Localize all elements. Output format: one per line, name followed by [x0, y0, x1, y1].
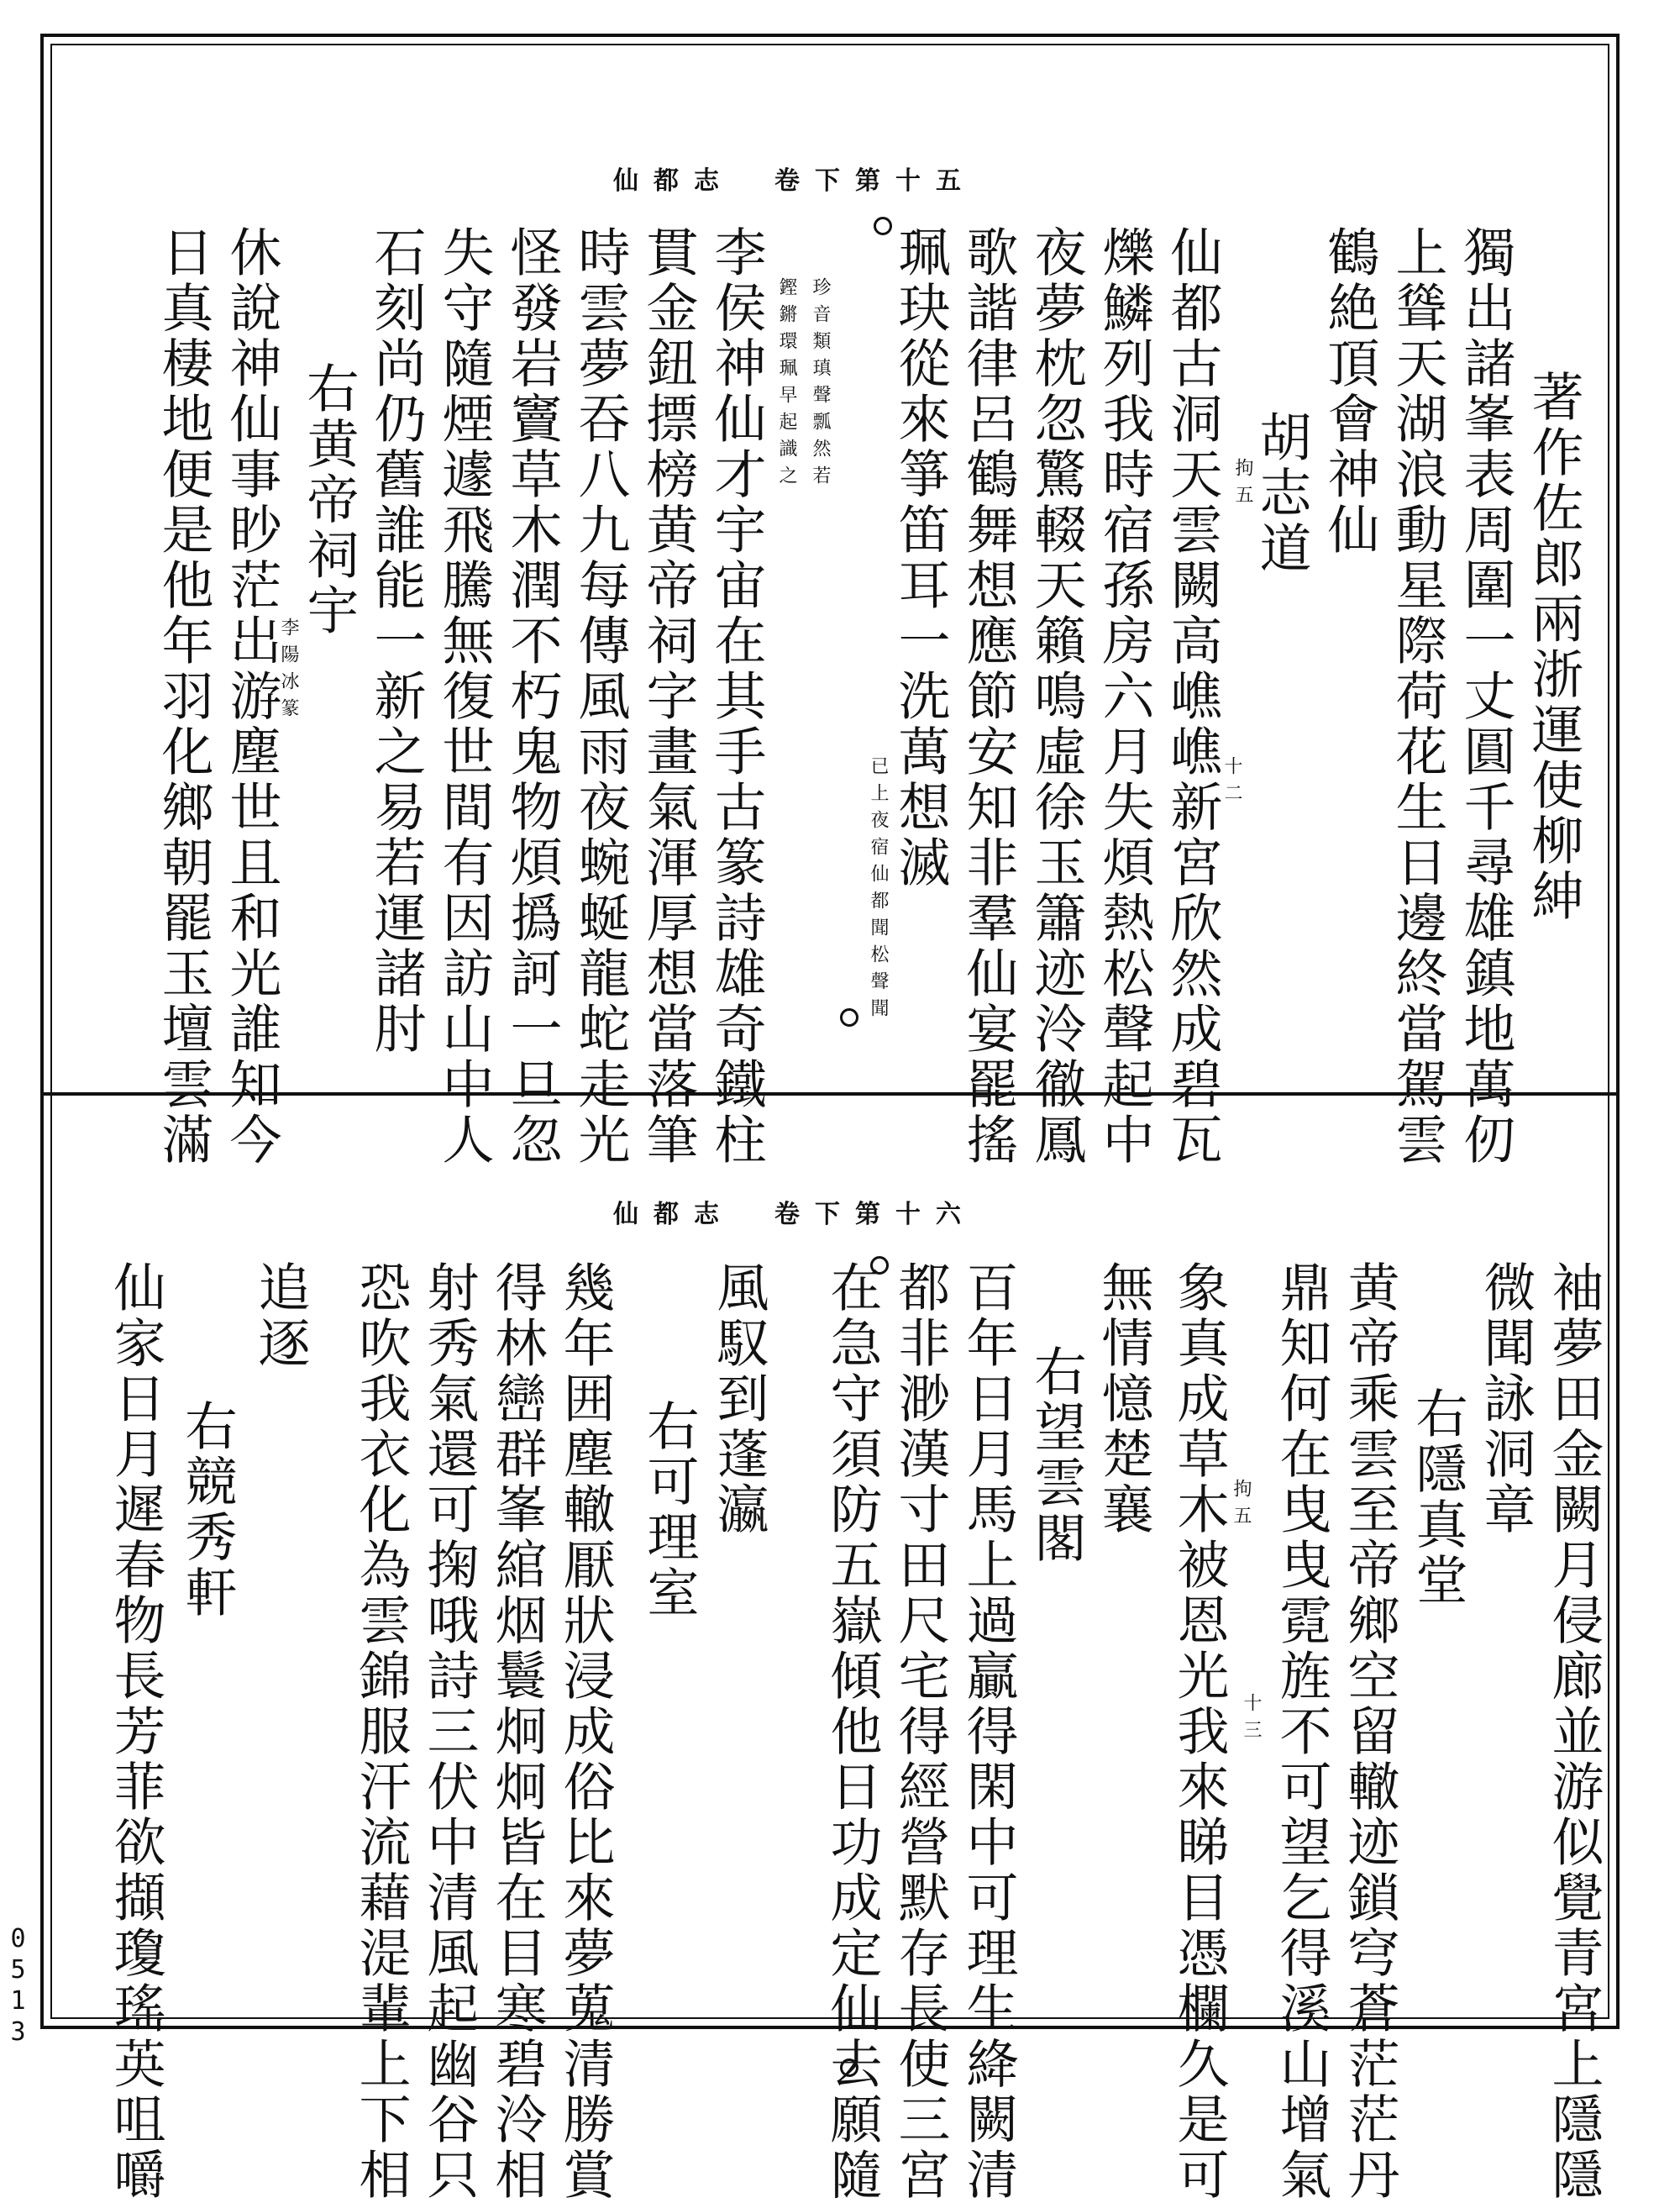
top-col-5: 胡志道 [1251, 410, 1312, 576]
top-col-16: 石刻尚仍舊誰能一新之易若運諸肘 [365, 225, 427, 1057]
bottom-col-14: 幾年囲塵轍厭狀浸成俗比來夢蒐清勝賞 [554, 1260, 616, 2203]
top-col-15: 失守隨煙遽飛騰無復世間有因訪山中人 [433, 225, 495, 1168]
bottom-col-19: 右競秀軒 [176, 1399, 238, 1621]
top-col-4: 鶴絶頂會神仙 [1319, 225, 1380, 558]
bottom-col-15: 得林巒群峯綰烟鬟炯炯皆在目寒碧泠相 [486, 1260, 548, 2203]
bottom-col-12: 風馭到蓬瀛 [708, 1260, 769, 1538]
top-col-1: 著作佐郎兩浙運使柳紳 [1523, 370, 1584, 924]
top-col-10: 珮玦從來箏笛耳一洗萬想滅 [890, 225, 951, 891]
bottom-col-9: 百年日月馬上過贏得閑中可理生絳闕清 [958, 1260, 1019, 2203]
top-note-6: 李陽冰篆 [278, 618, 299, 725]
top-note-3: 已上夜宿仙都聞松聲聞 [868, 756, 889, 1025]
mark-circle [840, 1008, 858, 1027]
bottom-col-6: 象真成草木被恩光我來睇目憑欄久是可 [1168, 1260, 1230, 2203]
top-col-14: 怪發岩竇草木潤不朽鬼物煩撝訶一旦忽 [501, 225, 563, 1168]
mark-circle [874, 217, 892, 235]
top-col-3: 上聳天湖浪動星際荷花生日邊終當駕雲 [1387, 225, 1448, 1168]
bottom-col-18: 追逐 [249, 1260, 311, 1371]
bottom-col-3: 右隱真堂 [1407, 1386, 1468, 1608]
top-col-2: 獨出諸峯表周圍一丈圓千尋雄鎮地萬仞 [1455, 225, 1516, 1168]
top-col-18: 休說神仙事眇茫出游塵世且和光誰知今 [221, 225, 282, 1168]
mark-circle [840, 2058, 858, 2077]
top-note-5: 鏗鏘環珮早起識之 [776, 277, 797, 492]
bottom-col-7: 無情憶楚襄 [1093, 1260, 1154, 1538]
top-col-13: 時雲夢吞八九每傳風雨夜蜿蜒龍蛇走光 [570, 225, 631, 1168]
top-col-12: 貫金鈕摽榜黄帝祠字畫氣渾厚想當落筆 [638, 225, 699, 1168]
bottom-col-10: 都非渺漢寸田尺宅得經營默存長使三宮 [890, 1260, 951, 2203]
page-number: 0513 [3, 1924, 33, 2048]
top-note-2: 十二 [1221, 756, 1242, 810]
bottom-col-1: 袖夢田金闕月侵廊並游似覺青宮上隱隱 [1543, 1260, 1604, 2203]
bottom-col-5: 鼎知何在曳曳霓旌不可望乞得溪山增氣 [1271, 1260, 1332, 2203]
bottom-col-8: 右望雲閣 [1026, 1344, 1087, 1566]
bottom-col-4: 黄帝乘雲至帝鄉空留轍迹鎖穹蒼茫茫丹 [1339, 1260, 1400, 2203]
top-col-17: 右黄帝祠宇 [298, 361, 360, 639]
top-note-4: 珍音類瑱聲瓢然若 [810, 277, 831, 492]
top-col-6: 仙都古洞天雲闕高嶕嶕新宮欣然成碧瓦 [1162, 225, 1223, 1168]
bottom-col-17: 恐吹我衣化為雲錦服汗流藉湜輩上下相 [350, 1260, 412, 2203]
bottom-header: 仙都志 卷下第十六 [613, 1200, 976, 1229]
bottom-note-1: 拘五 [1231, 1479, 1252, 1533]
bottom-col-2: 微聞詠洞章 [1475, 1260, 1536, 1538]
top-col-9: 歌諧律呂鶴舞想應節安知非羣仙宴罷搖 [958, 225, 1019, 1168]
bottom-col-16: 射秀氣還可掬哦詩三伏中清風起幽谷只 [418, 1260, 480, 2203]
top-note-1: 拘五 [1232, 458, 1253, 512]
top-col-7: 爍鱗列我時宿孫房六月失煩熱松聲起中 [1094, 225, 1155, 1168]
top-col-11: 李侯神仙才宇宙在其手古篆詩雄奇鐵柱 [706, 225, 767, 1168]
bottom-col-11: 在急守須防五嶽傾他日功成定仙去願隨 [822, 1260, 883, 2203]
bottom-col-13: 右可理室 [638, 1399, 700, 1621]
bottom-note-2: 十三 [1241, 1693, 1262, 1747]
bottom-col-20: 仙家日月遲春物長芳菲欲擷瓊瑤英咀嚼 [105, 1260, 166, 2203]
top-header: 仙都志 卷下第十五 [613, 166, 976, 196]
top-col-19: 日真棲地便是他年羽化鄉朝罷玉壇雲滿 [153, 225, 214, 1168]
top-col-8: 夜夢枕忽驚輟天籟鳴虛徐玉簫迹泠徹鳳 [1026, 225, 1087, 1168]
